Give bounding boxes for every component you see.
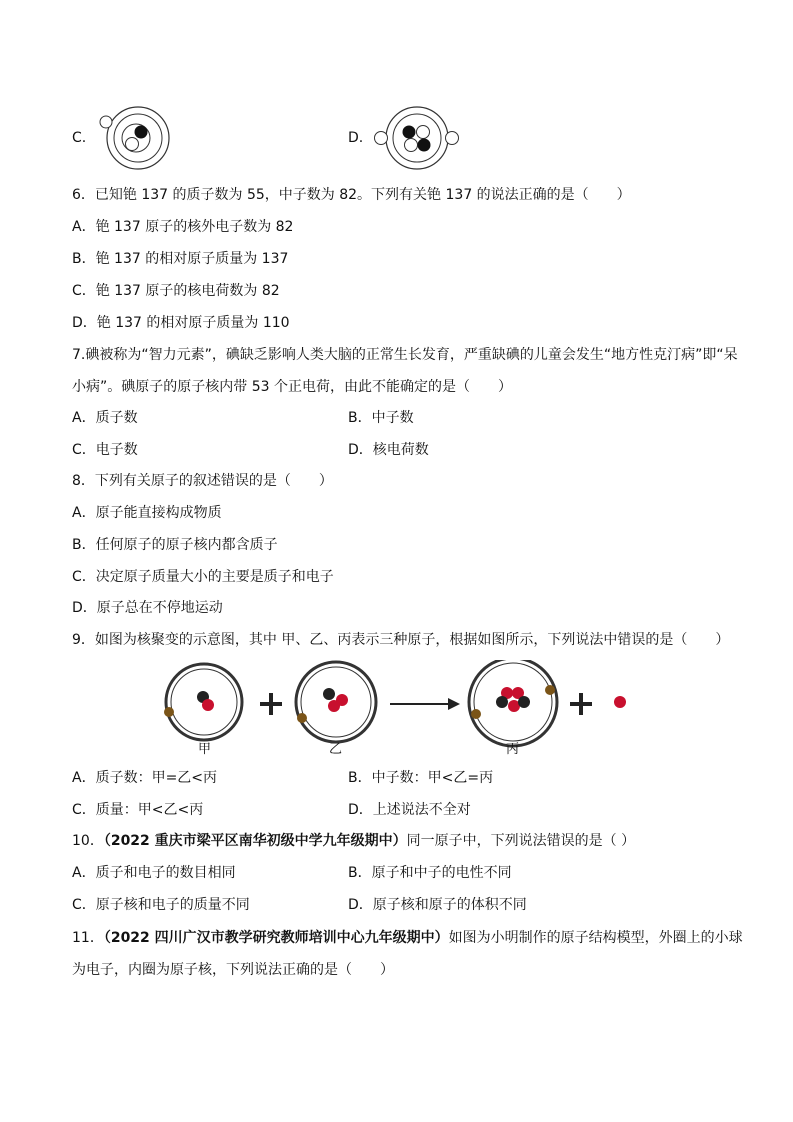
q6-option-b: B．铯 137 的相对原子质量为 137 bbox=[72, 251, 289, 267]
figure-label-yi: 乙 bbox=[329, 742, 343, 757]
q10-option-b: B．原子和中子的电性不同 bbox=[348, 865, 512, 881]
q9-option-d: D．上述说法不全对 bbox=[348, 802, 471, 818]
q7-stem-line1: 7.碘被称为“智力元素”，碘缺乏影响人类大脑的正常生长发育，严重缺碘的儿童会发生“地方性克汀病”即“呆 bbox=[72, 347, 738, 363]
q7-stem-line2: 小病”。碘原子的原子核内带 53 个正电荷，由此不能确定的是（ ） bbox=[72, 379, 512, 395]
q10-source: （2022 重庆市梁平区南华初级中学九年级期中） bbox=[103, 833, 407, 849]
q10-option-d: D．原子核和原子的体积不同 bbox=[348, 897, 527, 913]
q7-option-c: C．电子数 bbox=[72, 442, 138, 458]
q9-stem: 9．如图为核聚变的示意图，其中 甲、乙、丙表示三种原子，根据如图所示，下列说法中错误的是（ ） bbox=[72, 632, 730, 648]
q9-option-b: B．中子数：甲<乙=丙 bbox=[348, 770, 494, 786]
atom-model-c-figure bbox=[94, 100, 176, 176]
q11-stem-line2: 为电子，内圈为原子核，下列说法正确的是（ ） bbox=[72, 962, 394, 978]
q8-option-d: D．原子总在不停地运动 bbox=[72, 600, 223, 616]
free-neutron-particle bbox=[614, 696, 626, 708]
q8-option-c: C．决定原子质量大小的主要是质子和电子 bbox=[72, 569, 334, 585]
figure-label-jia: 甲 bbox=[198, 742, 212, 757]
q11-stem-line1 bbox=[72, 928, 743, 948]
q10-option-a: A．质子和电子的数目相同 bbox=[72, 865, 236, 881]
atom-yi bbox=[296, 662, 376, 742]
q10-number: 10． bbox=[72, 833, 104, 849]
q9-option-c: C．质量：甲<乙<丙 bbox=[72, 802, 204, 818]
plus-sign-1 bbox=[260, 693, 282, 715]
q11-source: （2022 四川广汉市教学研究教师培训中心九年级期中） bbox=[103, 930, 449, 946]
q11-number: 11． bbox=[72, 930, 104, 946]
q6-stem: 6．已知铯 137 的质子数为 55，中子数为 82。下列有关铯 137 的说法正确的是（ ） bbox=[72, 187, 631, 203]
q6-option-a: A．铯 137 原子的核外电子数为 82 bbox=[72, 219, 294, 235]
reaction-arrow bbox=[390, 698, 460, 710]
q10-stem bbox=[72, 831, 635, 851]
q5-option-c-label: C. bbox=[72, 130, 87, 146]
q6-option-d: D．铯 137 的相对原子质量为 110 bbox=[72, 315, 290, 331]
q7-option-b: B．中子数 bbox=[348, 410, 414, 426]
plus-sign-2 bbox=[570, 693, 592, 715]
figure-label-bing: 丙 bbox=[506, 742, 520, 757]
q8-stem: 8．下列有关原子的叙述错误的是（ ） bbox=[72, 473, 333, 489]
atom-jia bbox=[164, 664, 242, 740]
q7-option-a: A．质子数 bbox=[72, 410, 138, 426]
q7-option-d: D．核电荷数 bbox=[348, 442, 429, 458]
atom-bing bbox=[469, 660, 557, 746]
q10-stem-text: 同一原子中，下列说法错误的是（ ） bbox=[406, 833, 636, 849]
q5-option-d-label: D. bbox=[348, 130, 364, 146]
q8-option-b: B．任何原子的原子核内都含质子 bbox=[72, 537, 278, 553]
nuclear-fusion-figure bbox=[158, 660, 648, 750]
q9-option-a: A．质子数：甲=乙<丙 bbox=[72, 770, 218, 786]
q10-option-c: C．原子核和电子的质量不同 bbox=[72, 897, 250, 913]
atom-model-d-figure bbox=[372, 100, 462, 176]
q6-option-c: C．铯 137 原子的核电荷数为 82 bbox=[72, 283, 280, 299]
q8-option-a: A．原子能直接构成物质 bbox=[72, 505, 222, 521]
q11-stem-text: 如图为小明制作的原子结构模型，外圈上的小球 bbox=[448, 930, 743, 946]
